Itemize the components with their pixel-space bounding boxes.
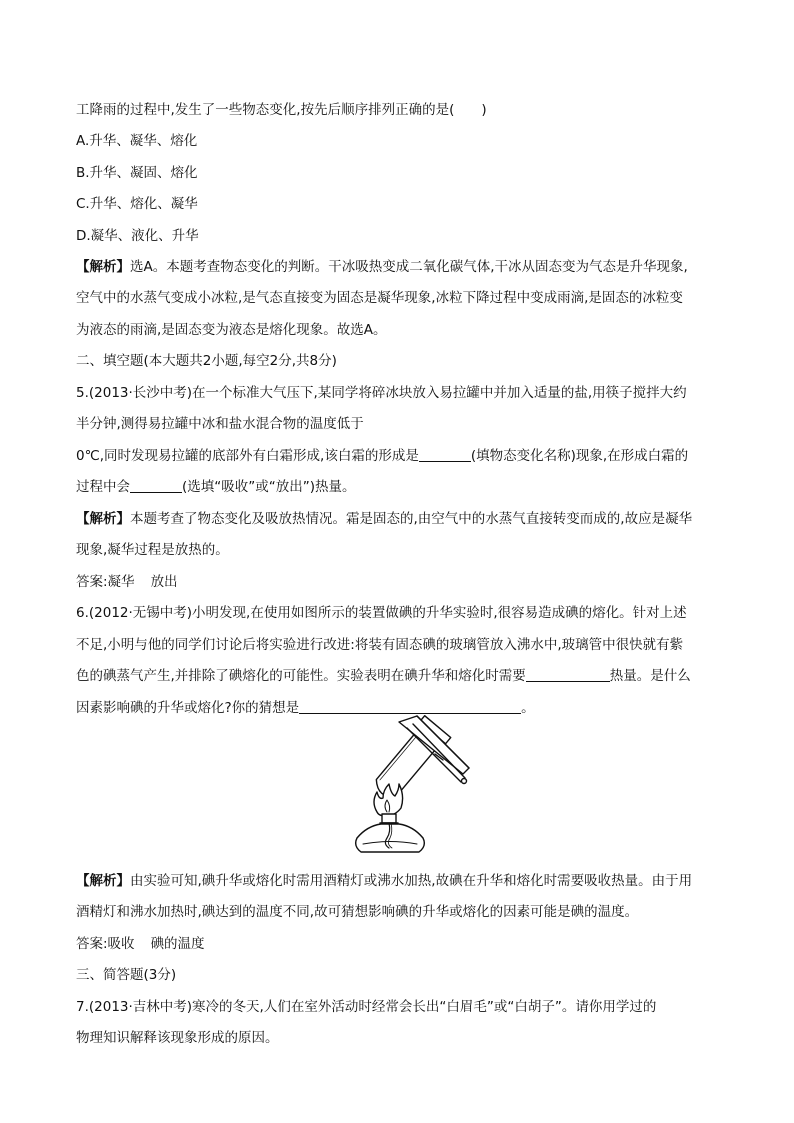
q7-line-1: 7.(2013·吉林中考)寒冷的冬天,人们在室外活动时经常会长出“白眉毛”或“白胡子”。请你用学过的	[76, 999, 657, 1015]
q5-analysis-tag: 【解析】	[76, 511, 130, 527]
q5-line-3-b: (填物态变化名称)现象,在形成白霜的	[470, 448, 689, 464]
q4-stem: 工降雨的过程中,发生了一些物态变化,按先后顺序排列正确的是( )	[76, 102, 487, 118]
q5-analysis-line-1	[76, 510, 692, 528]
q6-line-3-b: 热量。是什么	[609, 668, 691, 684]
q4-analysis-line-3: 为液态的雨滴,是固态变为液态是熔化现象。故选A。	[76, 322, 387, 338]
q4-analysis-text-1: 选A。本题考查物态变化的判断。干冰吸热变成二氧化碳气体,干冰从固态变为气态是升华现象,	[130, 259, 688, 275]
q7-line-2: 物理知识解释该现象形成的原因。	[76, 1030, 279, 1046]
q5-answer-blank-2[interactable]	[130, 478, 182, 493]
q4-analysis-line-2: 空气中的水蒸气变成小冰粒,是气态直接变为固态是凝华现象,冰粒下降过程中变成雨滴,是固态的冰粒变	[76, 290, 683, 306]
q5-line-2: 半分钟,测得易拉罐中冰和盐水混合物的温度低于	[76, 416, 364, 432]
q4-option-c: C.升华、熔化、凝华	[76, 196, 198, 212]
section-2-title: 二、填空题(本大题共2小题,每空2分,共8分)	[76, 353, 337, 369]
q4-option-a: A.升华、凝华、熔化	[76, 133, 198, 149]
q6-analysis-tag: 【解析】	[76, 873, 130, 889]
q5-line-4-b: (选填“吸收”或“放出”)热量。	[182, 479, 356, 495]
q6-line-3-a: 色的碘蒸气产生,并排除了碘熔化的可能性。实验表明在碘升华和熔化时需要	[76, 668, 526, 684]
q6-answer-label: 答案:吸收	[76, 936, 135, 952]
q6-line-4-b: 。	[521, 700, 535, 716]
q6-answer-value: 碘的温度	[150, 936, 205, 952]
q5-answer-label: 答案:凝华	[76, 574, 135, 590]
q6-line-4-a: 因素影响碘的升华或熔化?你的猜想是	[76, 700, 300, 716]
q5-answer-blank-1[interactable]	[419, 447, 471, 462]
q5-analysis-line-2: 现象,凝华过程是放热的。	[76, 542, 229, 558]
section-3-title: 三、简答题(3分)	[76, 967, 177, 983]
alcohol-lamp-test-tube-figure	[333, 708, 473, 858]
q6-analysis-line-1	[76, 872, 692, 890]
q5-line-4	[76, 478, 356, 496]
q4-analysis-tag: 【解析】	[76, 259, 130, 275]
q5-line-3-a: 0℃,同时发现易拉罐的底部外有白霜形成,该白霜的形成是	[76, 448, 419, 464]
q4-option-b: B.升华、凝固、熔化	[76, 165, 198, 181]
q5-line-1: 5.(2013·长沙中考)在一个标准大气压下,某同学将碎冰块放入易拉罐中并加入适量的盐,用筷子搅拌大约	[76, 385, 687, 401]
q6-analysis-line-2: 酒精灯和沸水加热时,碘达到的温度不同,故可猜想影响碘的升华或熔化的因素可能是碘的温度。	[76, 904, 639, 920]
q5-answer-value: 放出	[150, 574, 178, 590]
q6-line-3	[76, 667, 691, 685]
q5-line-4-a: 过程中会	[76, 479, 130, 495]
q4-option-d: D.凝华、液化、升华	[76, 228, 199, 244]
q6-analysis-text-1: 由实验可知,碘升华或熔化时需用酒精灯或沸水加热,故碘在升华和熔化时需要吸收热量。由于用	[130, 873, 693, 889]
q5-answer	[76, 573, 178, 591]
q6-line-1: 6.(2012·无锡中考)小明发现,在使用如图所示的装置做碘的升华实验时,很容易造成碘的熔化。针对上述	[76, 605, 687, 621]
q4-analysis-line-1	[76, 258, 688, 276]
q6-answer-blank-1[interactable]	[526, 667, 610, 682]
q6-answer	[76, 935, 205, 953]
q5-line-3	[76, 447, 688, 465]
q5-analysis-text-1: 本题考查了物态变化及吸放热情况。霜是固态的,由空气中的水蒸气直接转变而成的,故应是凝华	[130, 511, 693, 527]
q6-line-2: 不足,小明与他的同学们讨论后将实验进行改进:将装有固态碘的玻璃管放入沸水中,玻璃管中很快就有紫	[76, 637, 684, 653]
